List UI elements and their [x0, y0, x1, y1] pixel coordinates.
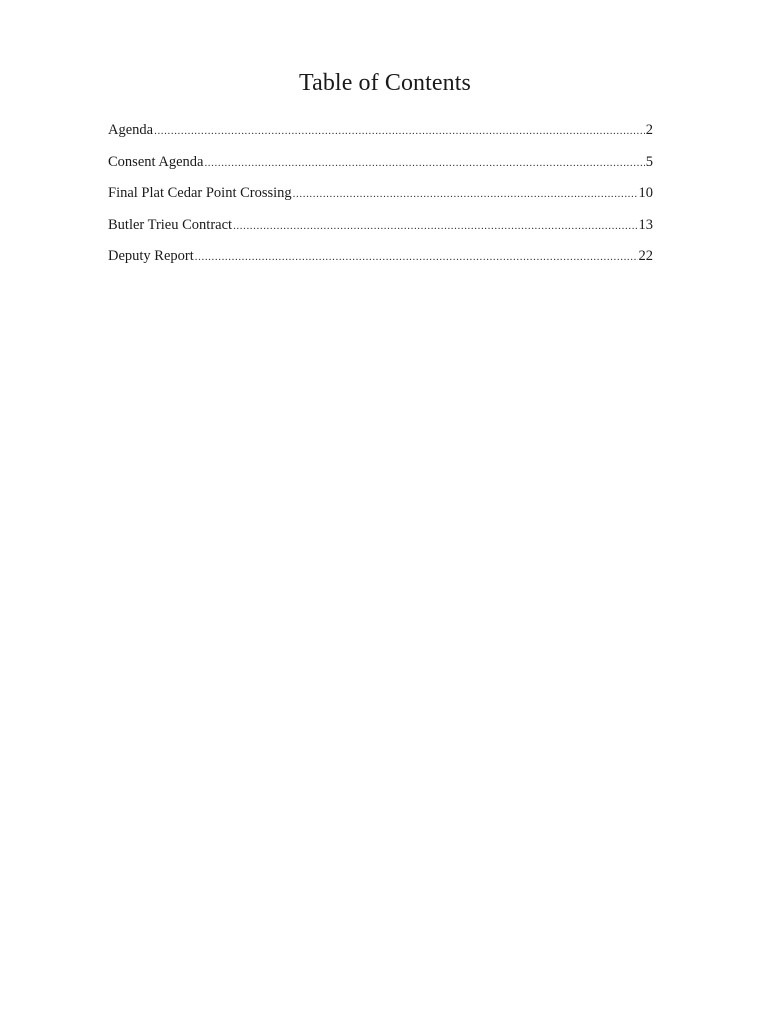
- toc-entry-butler-trieu-contract[interactable]: [108, 214, 653, 246]
- toc-entry-page: 2: [645, 122, 653, 138]
- toc-entry-page: 13: [638, 216, 653, 233]
- toc-entry-label: Deputy Report: [108, 248, 194, 264]
- toc-dot-leader: [233, 215, 637, 237]
- toc-entry-final-plat[interactable]: [108, 182, 653, 214]
- toc-entry-label: Agenda: [108, 122, 154, 138]
- toc-list: [108, 119, 653, 277]
- toc-title: Table of Contents: [299, 70, 471, 96]
- toc-entry-label: Butler Trieu Contract: [108, 216, 233, 233]
- toc-dot-leader: [293, 183, 638, 205]
- toc-entry-agenda[interactable]: [108, 119, 653, 151]
- toc-entry-page: 22: [638, 248, 653, 264]
- toc-entry-consent-agenda[interactable]: [108, 151, 653, 183]
- toc-dot-leader: [154, 120, 645, 142]
- toc-entry-label: Final Plat Cedar Point Crossing: [108, 185, 292, 201]
- toc-dot-leader: [204, 152, 644, 174]
- toc-entry-label: Consent Agenda: [108, 153, 204, 170]
- toc-entry-page: 10: [638, 185, 653, 201]
- toc-entry-page: 5: [645, 153, 653, 170]
- toc-dot-leader: [195, 246, 638, 268]
- toc-entry-deputy-report[interactable]: [108, 245, 653, 277]
